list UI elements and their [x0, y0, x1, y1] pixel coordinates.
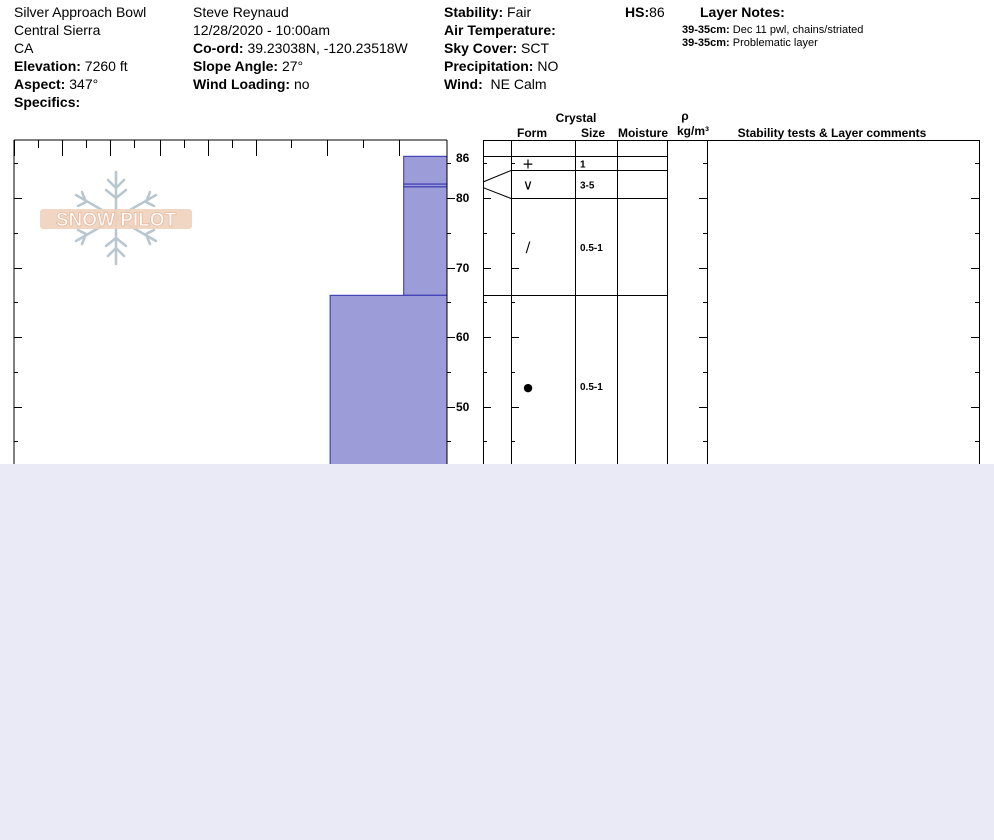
hardness-bars: [330, 156, 447, 464]
coord-label: Co-ord:: [193, 40, 244, 56]
hardness-bar: [404, 156, 447, 184]
stability-value: Fair: [507, 4, 532, 20]
region-name: Central Sierra: [14, 22, 101, 38]
sky-cover-value: SCT: [521, 40, 550, 56]
precipitation-label: Precipitation:: [444, 58, 534, 74]
height-tick-label: 60: [456, 330, 470, 344]
layer-note-text: Dec 11 pwl, chains/striated: [732, 24, 864, 36]
height-axis: [447, 151, 470, 442]
wind-loading-value: no: [293, 76, 310, 92]
crystal-size-label: 3-5: [580, 180, 595, 192]
table-ticks: [483, 164, 979, 442]
layer-note-range: 39-35cm:: [682, 37, 730, 49]
slope-value: 27°: [281, 58, 304, 74]
layer-note-range: 39-35cm:: [682, 24, 730, 36]
aspect-label: Aspect:: [14, 76, 66, 92]
snow-pilot-logo: [40, 172, 192, 264]
wind-label: Wind:: [444, 76, 483, 92]
crystal-size-label: 1: [580, 159, 586, 171]
hs-value: 86: [649, 4, 665, 20]
crystal-form-symbol: /: [525, 240, 531, 256]
layer-note-text: Problematic layer: [732, 37, 818, 49]
crystal-form-symbol: ∨: [522, 177, 534, 194]
connector-line: [483, 188, 511, 199]
crystal-table: [483, 109, 980, 464]
table-frame: [484, 141, 980, 465]
observer-name: Steve Reynaud: [193, 4, 289, 20]
crystal-size-label: 0.5-1: [580, 382, 603, 393]
crystal-size-label: 0.5-1: [580, 243, 603, 254]
height-tick-label: 70: [456, 261, 470, 275]
logo-text: SNOW PILOT: [55, 210, 177, 231]
density-unit-header: kg/m³: [676, 124, 710, 138]
comments-header: Stability tests & Layer comments: [737, 126, 927, 140]
hardness-bar: [404, 187, 447, 295]
height-tick-label: 50: [456, 400, 470, 414]
elevation-label: Elevation:: [14, 58, 81, 74]
air-temperature-label: Air Temperature:: [444, 22, 556, 38]
crystal-form-symbol: +: [522, 156, 534, 173]
crystal-form-symbol: ●: [523, 381, 533, 394]
wind-value: NE Calm: [490, 76, 547, 92]
aspect-value: 347°: [69, 76, 99, 92]
connector-line: [483, 171, 511, 183]
state-name: CA: [14, 40, 34, 56]
hardness-bar: [330, 295, 447, 464]
elevation-value: 7260 ft: [84, 58, 128, 74]
slope-label: Slope Angle:: [193, 58, 279, 74]
layer-notes-title: Layer Notes:: [700, 4, 785, 20]
size-header: Size: [580, 126, 606, 140]
observation-datetime: 12/28/2020 - 10:00am: [193, 22, 330, 38]
precipitation-value: NO: [537, 58, 559, 74]
hs-label: HS:: [625, 4, 650, 20]
moisture-header: Moisture: [617, 126, 669, 140]
crystal-header: Crystal: [555, 111, 597, 125]
top-height-label: 86: [456, 151, 470, 165]
hardness-ticks: [15, 140, 400, 156]
hardness-plot: [14, 140, 447, 464]
stability-label: Stability:: [444, 4, 504, 20]
form-header: Form: [517, 126, 547, 140]
rho-header: ρ: [681, 109, 689, 123]
sky-cover-label: Sky Cover:: [444, 40, 518, 56]
wind-loading-label: Wind Loading:: [193, 76, 291, 92]
coord-value: 39.23038N, -120.23518W: [247, 40, 408, 56]
left-height-ticks: [14, 164, 22, 442]
location-name: Silver Approach Bowl: [14, 4, 147, 20]
specifics-label: Specifics:: [14, 94, 81, 110]
height-tick-label: 80: [456, 191, 470, 205]
